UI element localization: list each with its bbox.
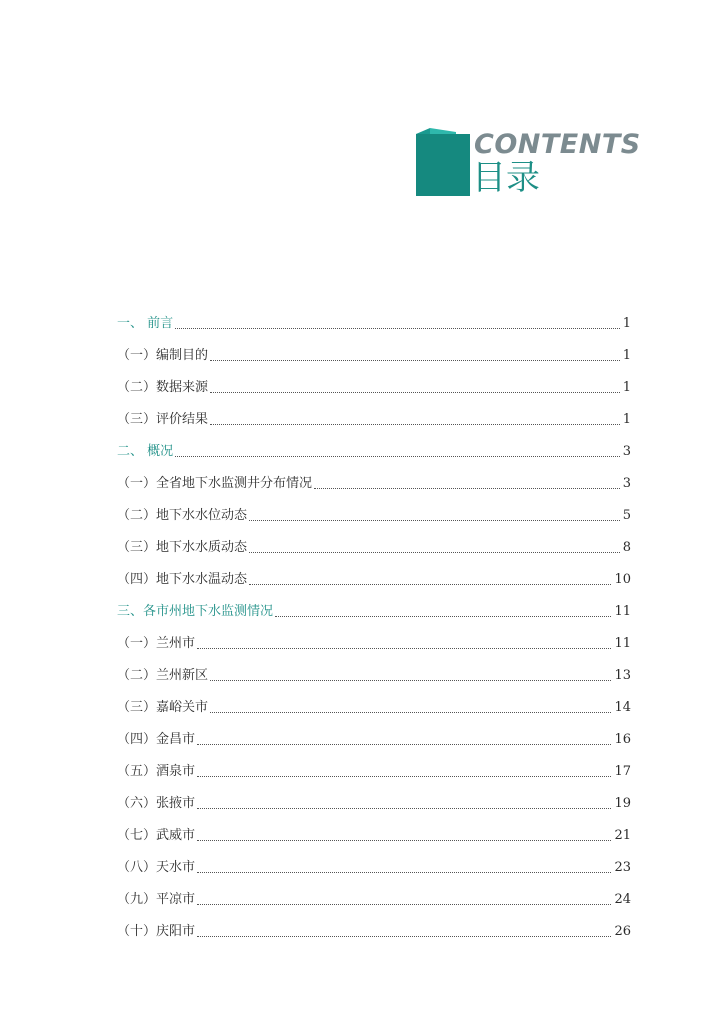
toc-entry[interactable] bbox=[117, 556, 631, 588]
toc-page-number: 23 bbox=[614, 860, 631, 875]
dot-leader bbox=[210, 711, 611, 713]
toc-page-number: 11 bbox=[614, 604, 631, 619]
toc-entry-label: 二、 概况 bbox=[117, 444, 174, 459]
toc-entry[interactable] bbox=[117, 908, 631, 940]
toc-page-number: 24 bbox=[614, 892, 631, 907]
dot-leader bbox=[249, 583, 611, 585]
toc-page-number: 13 bbox=[614, 668, 631, 683]
dot-leader bbox=[175, 327, 620, 329]
dot-leader bbox=[197, 839, 611, 841]
toc-page-number: 21 bbox=[614, 828, 631, 843]
toc-page-number: 3 bbox=[622, 476, 631, 491]
dot-leader bbox=[314, 487, 620, 489]
toc-entry-label: （四）金昌市 bbox=[117, 732, 196, 747]
toc-entry-label: （一）兰州市 bbox=[117, 636, 196, 651]
toc-page-number: 1 bbox=[622, 380, 631, 395]
toc-entry[interactable] bbox=[117, 300, 631, 332]
toc-entry-label: （五）酒泉市 bbox=[117, 764, 196, 779]
toc-page-number: 17 bbox=[614, 764, 631, 779]
toc-entry-label: （三）嘉峪关市 bbox=[117, 700, 209, 715]
dot-leader bbox=[210, 359, 620, 361]
toc-page-number: 3 bbox=[622, 444, 631, 459]
table-of-contents bbox=[117, 300, 631, 940]
toc-page-number: 19 bbox=[614, 796, 631, 811]
dot-leader bbox=[175, 455, 620, 457]
toc-entry-label: 三、各市州地下水监测情况 bbox=[117, 604, 274, 619]
dot-leader bbox=[249, 519, 620, 521]
toc-entry[interactable] bbox=[117, 460, 631, 492]
book-icon bbox=[416, 128, 472, 196]
dot-leader bbox=[210, 423, 620, 425]
dot-leader bbox=[197, 871, 611, 873]
dot-leader bbox=[197, 775, 611, 777]
toc-page-number: 1 bbox=[622, 316, 631, 331]
toc-page-number: 26 bbox=[614, 924, 631, 939]
toc-entry-label: （六）张掖市 bbox=[117, 796, 196, 811]
toc-entry[interactable] bbox=[117, 748, 631, 780]
toc-entry-label: （一）编制目的 bbox=[117, 348, 209, 363]
toc-entry[interactable] bbox=[117, 844, 631, 876]
toc-entry[interactable] bbox=[117, 524, 631, 556]
dot-leader bbox=[275, 615, 611, 617]
toc-page-number: 14 bbox=[614, 700, 631, 715]
toc-entry[interactable] bbox=[117, 652, 631, 684]
toc-entry[interactable] bbox=[117, 780, 631, 812]
toc-entry-label: （三）地下水水质动态 bbox=[117, 540, 248, 555]
toc-entry-label: （九）平凉市 bbox=[117, 892, 196, 907]
toc-entry[interactable] bbox=[117, 716, 631, 748]
toc-entry[interactable] bbox=[117, 588, 631, 620]
toc-page-number: 1 bbox=[622, 348, 631, 363]
toc-page-number: 11 bbox=[614, 636, 631, 651]
dot-leader bbox=[210, 679, 611, 681]
toc-page-number: 16 bbox=[614, 732, 631, 747]
toc-entry-label: （一）全省地下水监测井分布情况 bbox=[117, 476, 313, 491]
dot-leader bbox=[197, 903, 611, 905]
toc-entry[interactable] bbox=[117, 812, 631, 844]
toc-title: 目录 bbox=[472, 158, 540, 198]
dot-leader bbox=[210, 391, 620, 393]
toc-entry[interactable] bbox=[117, 620, 631, 652]
toc-entry[interactable] bbox=[117, 492, 631, 524]
toc-entry[interactable] bbox=[117, 396, 631, 428]
toc-entry-label: （二）数据来源 bbox=[117, 380, 209, 395]
toc-entry[interactable] bbox=[117, 684, 631, 716]
dot-leader bbox=[197, 647, 611, 649]
toc-entry-label: （三）评价结果 bbox=[117, 412, 209, 427]
toc-page-number: 1 bbox=[622, 412, 631, 427]
toc-entry[interactable] bbox=[117, 332, 631, 364]
toc-entry[interactable] bbox=[117, 428, 631, 460]
dot-leader bbox=[197, 743, 611, 745]
toc-entry[interactable] bbox=[117, 876, 631, 908]
contents-header bbox=[416, 128, 656, 200]
toc-entry-label: （十）庆阳市 bbox=[117, 924, 196, 939]
toc-entry-label: （七）武威市 bbox=[117, 828, 196, 843]
toc-entry-label: （八）天水市 bbox=[117, 860, 196, 875]
toc-entry-label: （二）地下水水位动态 bbox=[117, 508, 248, 523]
toc-entry-label: （四）地下水水温动态 bbox=[117, 572, 248, 587]
dot-leader bbox=[197, 935, 611, 937]
toc-page-number: 5 bbox=[622, 508, 631, 523]
contents-title: CONTENTS bbox=[474, 129, 641, 160]
toc-page-number: 10 bbox=[614, 572, 631, 587]
toc-entry-label: 一、 前言 bbox=[117, 316, 174, 331]
toc-entry[interactable] bbox=[117, 364, 631, 396]
toc-entry-label: （二）兰州新区 bbox=[117, 668, 209, 683]
dot-leader bbox=[197, 807, 611, 809]
toc-page-number: 8 bbox=[622, 540, 631, 555]
dot-leader bbox=[249, 551, 620, 553]
